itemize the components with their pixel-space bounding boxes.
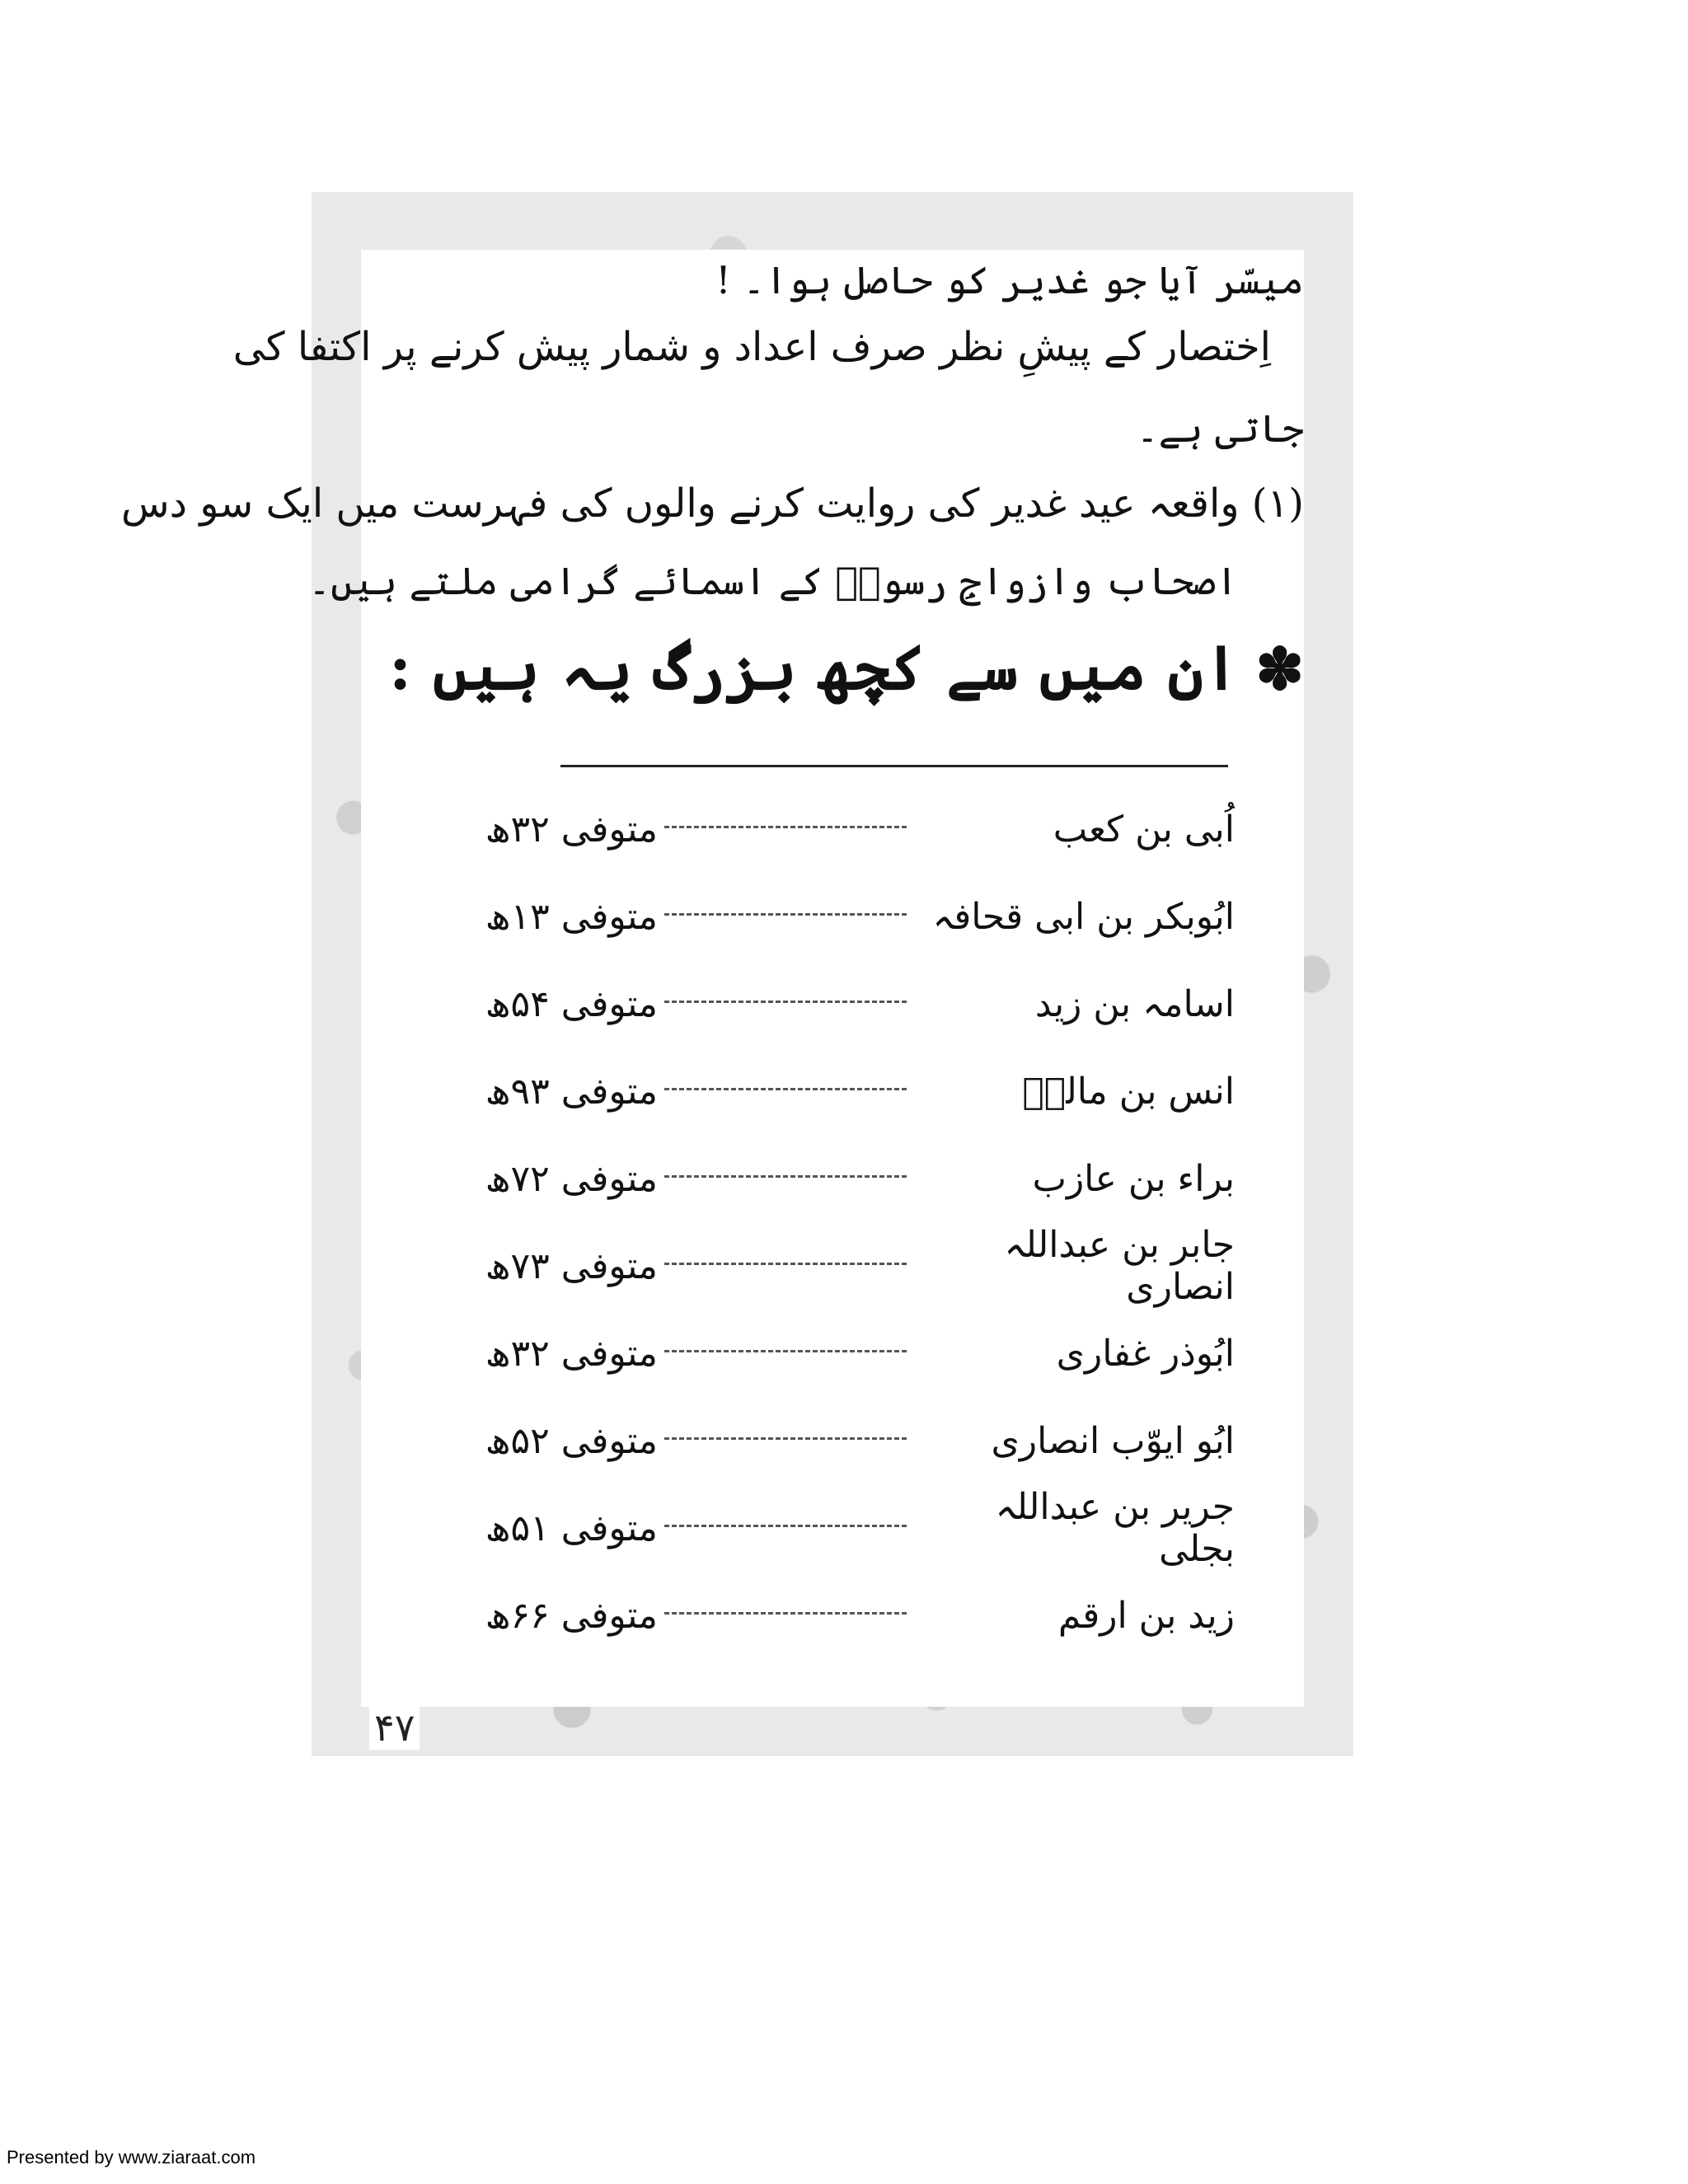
death-year: متوفی ۹۳ھ bbox=[485, 1070, 658, 1113]
list-item bbox=[485, 1222, 1235, 1310]
companion-name: اُبی بن کعب bbox=[1053, 808, 1235, 851]
leader-dots bbox=[664, 1263, 907, 1265]
list-item bbox=[485, 1135, 1235, 1222]
leader-dots bbox=[664, 826, 907, 828]
footer-credit: Presented by www.ziaraat.com bbox=[7, 2147, 256, 2168]
list-item bbox=[485, 1047, 1235, 1135]
section-heading-text: ان میں سے کچھ بزرگ یہ ہیں : bbox=[388, 633, 1240, 704]
flower-bullet-icon: ✽ bbox=[1255, 634, 1304, 703]
page-body bbox=[121, 250, 1304, 1707]
companion-list bbox=[485, 785, 1235, 1659]
leader-dots bbox=[664, 1175, 907, 1178]
list-item bbox=[485, 1484, 1235, 1572]
companion-name: ابُو ایوّب انصاری bbox=[991, 1419, 1235, 1462]
companion-name: جابر بن عبداللہ انصاری bbox=[1004, 1224, 1235, 1308]
leader-dots bbox=[664, 1612, 907, 1615]
death-year: متوفی ۶۶ھ bbox=[485, 1594, 658, 1637]
companion-name: براء بن عازب bbox=[1032, 1157, 1235, 1200]
death-year: متوفی ۷۲ھ bbox=[485, 1157, 658, 1200]
leader-dots bbox=[664, 1350, 907, 1352]
death-year: متوفی ۵۲ھ bbox=[485, 1419, 658, 1462]
death-year: متوفی ۵۱ھ bbox=[485, 1507, 658, 1549]
death-year: متوفی ۳۲ھ bbox=[485, 808, 658, 851]
death-year: متوفی ۷۳ھ bbox=[485, 1244, 658, 1287]
companion-name: زید بن ارقم bbox=[1057, 1594, 1235, 1637]
list-item bbox=[485, 785, 1235, 873]
companion-name: جریر بن عبداللہ بجلی bbox=[995, 1486, 1235, 1570]
paragraph-line-4: (۱) واقعہ عید غدیر کی روایت کرنے والوں کی فہرست میں ایک سو دس bbox=[121, 480, 1304, 527]
leader-dots bbox=[664, 1088, 907, 1090]
leader-dots bbox=[664, 1525, 907, 1527]
paragraph-line-1: میسّر آیا جو غدیر کو حاصل ہوا۔ ! bbox=[715, 258, 1304, 302]
companion-name: اسامہ بن زید bbox=[1034, 982, 1235, 1025]
companion-name: ابُوبکر بن ابی قحافہ bbox=[932, 895, 1235, 938]
list-item bbox=[485, 1572, 1235, 1659]
companion-name: ابُوذر غفاری bbox=[1056, 1332, 1235, 1375]
section-heading bbox=[389, 633, 1304, 704]
page-number: ۴۷ bbox=[369, 1705, 420, 1750]
list-item bbox=[485, 873, 1235, 960]
leader-dots bbox=[664, 913, 907, 916]
list-item bbox=[485, 1310, 1235, 1397]
death-year: متوفی ۳۲ھ bbox=[485, 1332, 658, 1375]
page-frame bbox=[121, 192, 1353, 1756]
list-item bbox=[485, 1397, 1235, 1484]
death-year: متوفی ۱۳ھ bbox=[485, 895, 658, 938]
paragraph-line-3: جاتی ہے۔ bbox=[1136, 406, 1304, 451]
death-year: متوفی ۵۴ھ bbox=[485, 982, 658, 1025]
companion-name: انس بن مالکؓ bbox=[1022, 1070, 1235, 1113]
paragraph-line-5: اصحاب وازواجِ رسولؐ کے اسمائے گرامی ملتے ہیں۔ bbox=[308, 559, 1238, 603]
leader-dots bbox=[664, 1437, 907, 1440]
paragraph-line-2: اِختصار کے پیشِ نظر صرف اعداد و شمار پیش کرنے پر اکتفا کی bbox=[232, 324, 1271, 370]
leader-dots bbox=[664, 1001, 907, 1003]
list-item bbox=[485, 960, 1235, 1047]
divider bbox=[560, 765, 1228, 767]
